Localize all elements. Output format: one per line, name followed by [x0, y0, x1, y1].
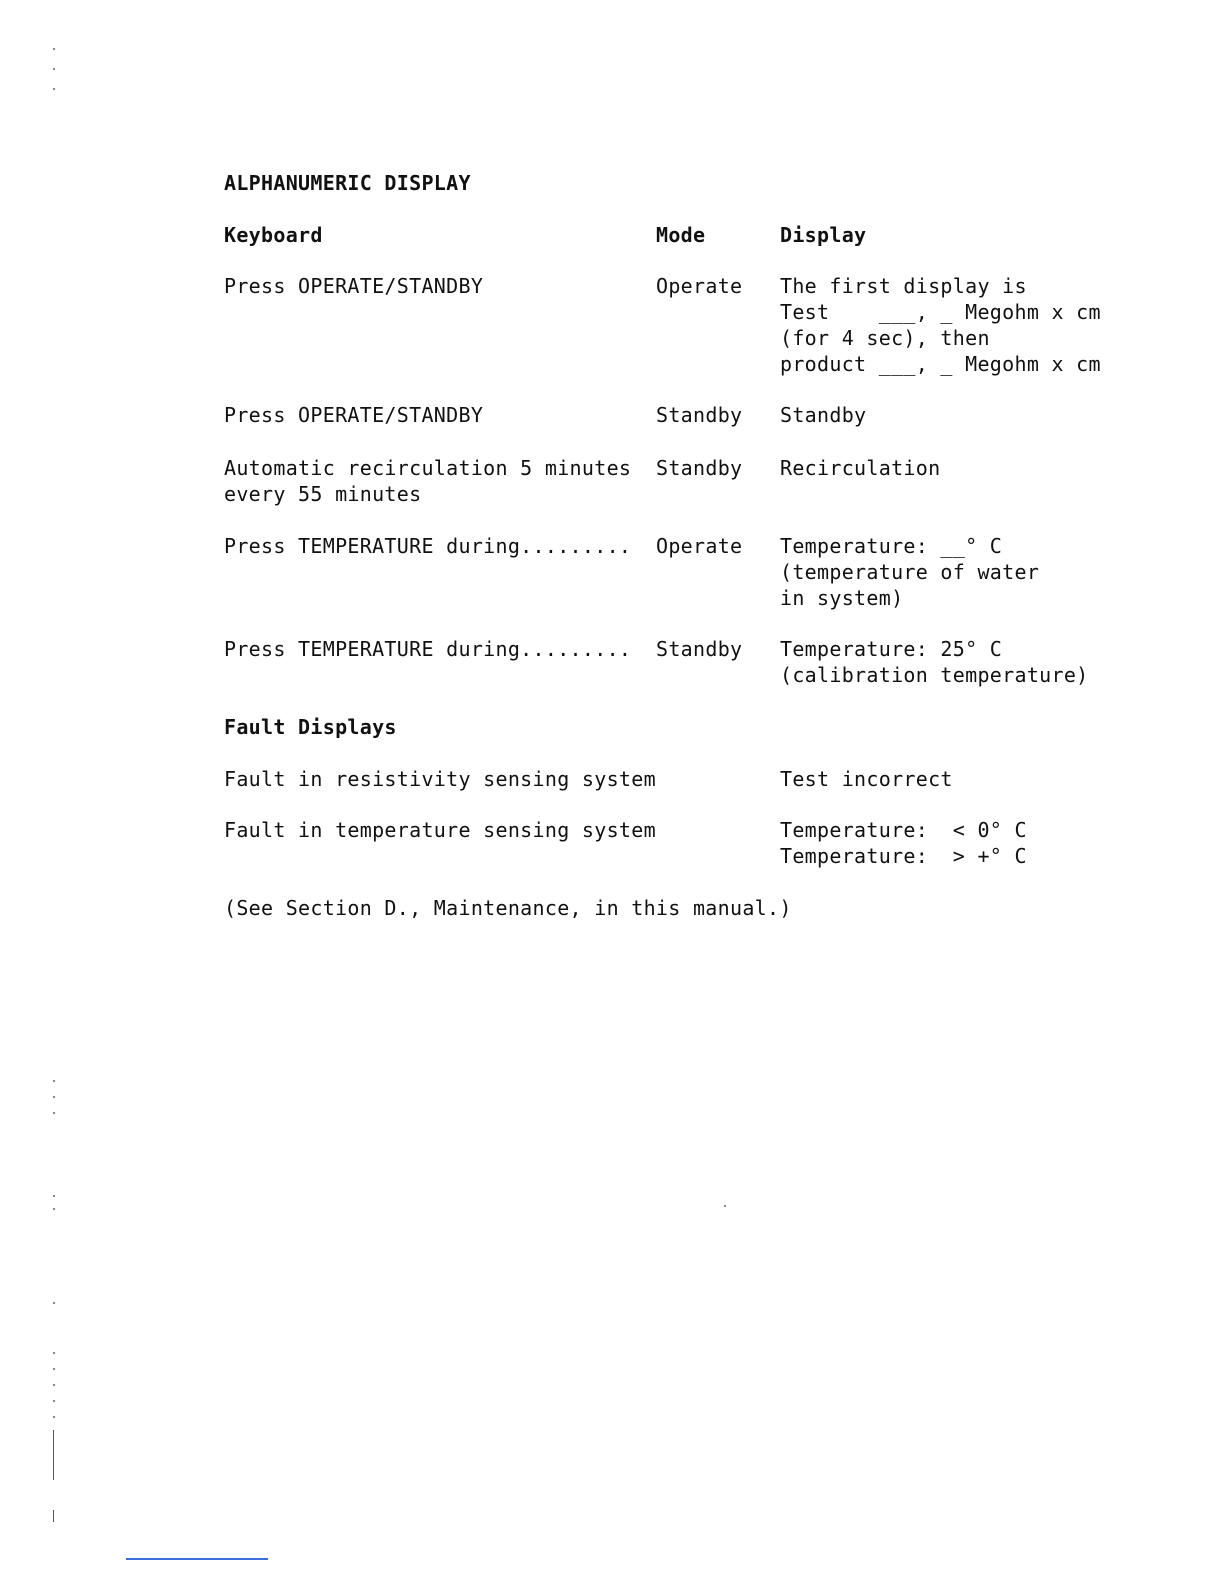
row-4-display-line-1: Temperature: __° C [780, 534, 1003, 558]
scan-speck [53, 1096, 55, 1098]
fault-2-description: Fault in temperature sensing system [224, 818, 656, 842]
fault-2-display-line-2: Temperature: > +° C [780, 844, 1027, 868]
row-2-display-line-1: Standby [780, 403, 867, 427]
row-1-keyboard: Press OPERATE/STANDBY [224, 274, 484, 298]
row-4-display-line-3: in system) [780, 586, 904, 610]
row-5-mode: Standby [656, 637, 743, 661]
row-5-keyboard: Press TEMPERATURE during......... [224, 637, 632, 661]
scan-speck [53, 1195, 55, 1197]
row-5-display-line-1: Temperature: 25° C [780, 637, 1003, 661]
scan-speck [53, 68, 55, 70]
header-mode: Mode [656, 223, 706, 247]
row-3-keyboard-line-2: every 55 minutes [224, 482, 422, 506]
row-3-mode: Standby [656, 456, 743, 480]
fault-displays-heading: Fault Displays [224, 715, 397, 739]
fault-1-display: Test incorrect [780, 767, 953, 791]
row-2-keyboard: Press OPERATE/STANDBY [224, 403, 484, 427]
row-5-display-line-2: (calibration temperature) [780, 663, 1089, 687]
scan-speck [53, 1112, 55, 1114]
row-3-keyboard-line-1: Automatic recirculation 5 minutes [224, 456, 632, 480]
row-3-display-line-1: Recirculation [780, 456, 941, 480]
row-1-display-line-4: product ___, _ Megohm x cm [780, 352, 1101, 376]
header-keyboard: Keyboard [224, 223, 323, 247]
row-4-mode: Operate [656, 534, 743, 558]
scan-speck [53, 1416, 55, 1418]
document-title: ALPHANUMERIC DISPLAY [224, 171, 471, 195]
fault-2-display-line-1: Temperature: < 0° C [780, 818, 1027, 842]
fault-1-description: Fault in resistivity sensing system [224, 767, 656, 791]
scan-speck [724, 1205, 726, 1207]
bottom-rule [126, 1558, 268, 1560]
scan-speck [53, 1384, 55, 1386]
scan-speck [53, 1352, 55, 1354]
footer-note: (See Section D., Maintenance, in this manual.) [224, 896, 792, 920]
scan-speck [53, 1302, 55, 1304]
scan-speck [53, 1400, 55, 1402]
row-1-display-line-3: (for 4 sec), then [780, 326, 990, 350]
row-4-display-line-2: (temperature of water [780, 560, 1040, 584]
scan-speck [53, 1368, 55, 1370]
scan-speck [53, 48, 55, 50]
row-1-display-line-1: The first display is [780, 274, 1027, 298]
scan-margin-line [53, 1430, 54, 1480]
scan-speck [53, 1208, 55, 1210]
header-display: Display [780, 223, 867, 247]
row-2-mode: Standby [656, 403, 743, 427]
row-4-keyboard: Press TEMPERATURE during......... [224, 534, 632, 558]
scan-speck [53, 1080, 55, 1082]
scan-speck [53, 88, 55, 90]
scan-margin-line [53, 1510, 54, 1522]
row-1-display-line-2: Test ___, _ Megohm x cm [780, 300, 1101, 324]
row-1-mode: Operate [656, 274, 743, 298]
